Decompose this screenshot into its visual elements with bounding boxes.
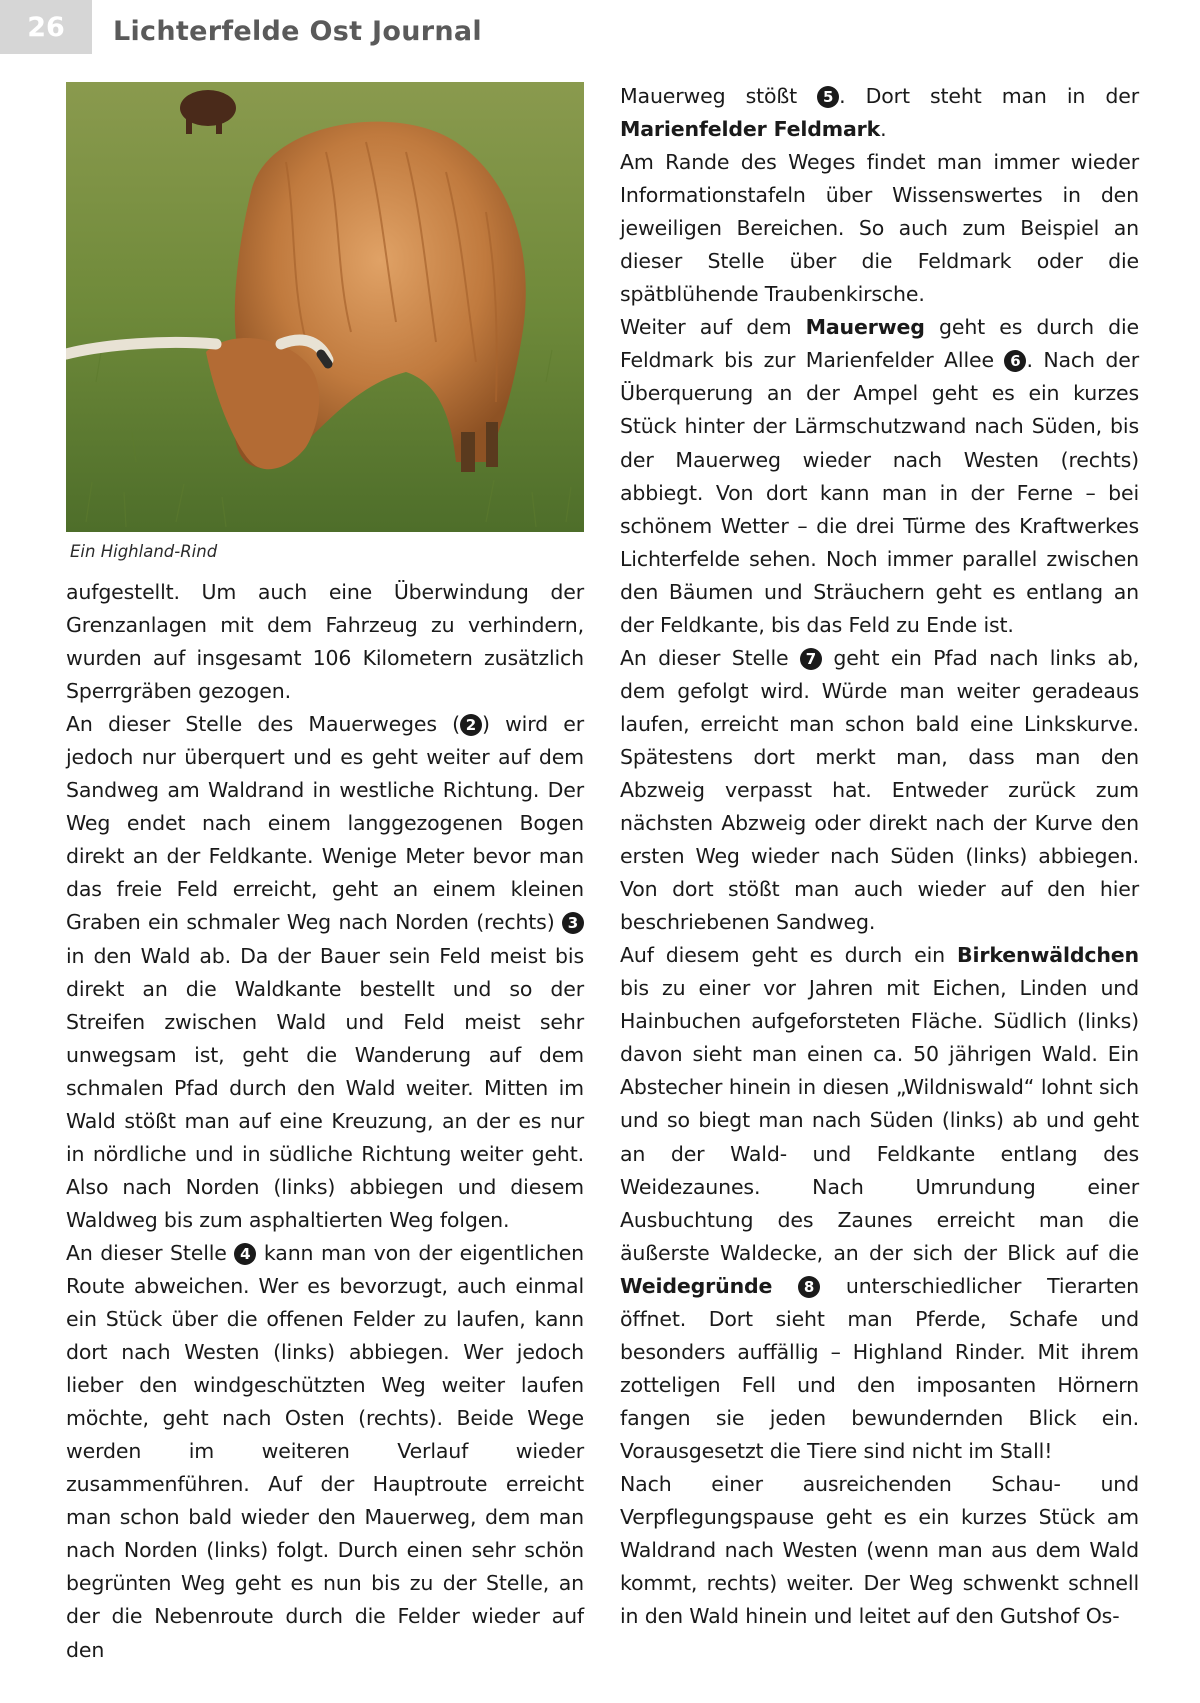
text: An dieser Stelle <box>620 645 800 670</box>
route-marker-2: 2 <box>460 714 482 736</box>
text: Weiter auf dem <box>620 315 806 340</box>
text: geht es durch die Feldmark bis zur Marienfelder Allee <box>620 315 1139 373</box>
paragraph <box>620 1468 1139 1633</box>
photo-caption: Ein Highland-Rind <box>70 542 218 561</box>
paragraph <box>620 80 1139 146</box>
paragraph <box>66 1237 584 1667</box>
paragraph <box>620 939 1139 1468</box>
text: Mauerweg stößt <box>620 84 818 108</box>
journal-title: Lichterfelde Ost Journal <box>113 16 482 47</box>
text: . <box>880 117 887 142</box>
route-marker-5: 5 <box>817 86 839 108</box>
text <box>772 1274 798 1298</box>
text: unterschiedlicher Tierarten öffnet. Dort sieht man Pferde, Schafe und besonders auffällig – Highland Rinder. Mit ihrem zotteligen Fell und den imposanten Hörnern fangen sie jeden bewundernden Blick ein. Vorausgesetzt die Tiere sind nicht im Stall! <box>620 1273 1139 1463</box>
highland-cattle-photo <box>66 82 584 532</box>
left-column <box>66 576 584 1667</box>
text: aufgestellt. Um auch eine Überwindung der Grenzanlagen mit dem Fahrzeug zu verhindern, wurden auf insgesamt 106 Kilometern zusätzlich Sperrgräben gezogen. <box>66 580 584 704</box>
text: An dieser Stelle <box>66 1240 235 1265</box>
bold-place-name: Birkenwäldchen <box>957 943 1139 968</box>
paragraph <box>66 708 584 1237</box>
right-column <box>620 80 1139 1633</box>
text: Auf diesem geht es durch ein <box>620 943 958 968</box>
text: kann man von der eigentlichen Route abweichen. Wer es bevorzugt, auch einmal ein Stück über die offenen Felder zu laufen, kann dort nach Westen (links) abbiegen. Wer jedoch lieber den windgeschützten Weg weiter laufen möchte, geht nach Osten (rechts). Beide Wege werden im weiteren Verlauf wieder zusammenführen. Auf der Hauptroute erreicht man schon bald wieder den Mauerweg, dem man nach Norden (links) folgt. Durch einen sehr schön begrünten Weg geht es nun bis zu der Stelle, an der die Nebenroute durch die Felder wieder auf den <box>66 1240 585 1662</box>
text: Am Rande des Weges findet man immer wieder Informationstafeln über Wissenswertes in den jeweiligen Bereichen. So auch zum Beispiel an dieser Stelle über die Feldmark oder die spätblühende Traubenkirsche. <box>620 150 1139 307</box>
route-marker-3: 3 <box>562 912 584 934</box>
bold-place-name: Marienfelder Feldmark <box>620 117 881 142</box>
bold-place-name: Weidegründe <box>620 1273 773 1298</box>
route-marker-6: 6 <box>1004 350 1026 372</box>
text: in den Wald ab. Da der Bauer sein Feld meist bis direkt an die Waldkante bestellt und so der Streifen zwischen Wald und Feld meist sehr unwegsam ist, geht die Wanderung auf dem schmalen Pfad durch den Wald weiter. Mitten im Wald stößt man auf eine Kreuzung, an der es nur in nördliche und in südliche Richtung weiter geht. Also nach Norden (links) abbiegen und diesem Waldweg bis zum asphaltierten Weg folgen. <box>66 943 584 1232</box>
paragraph <box>620 311 1139 641</box>
text: . Dort steht man in der <box>839 84 1139 108</box>
paragraph <box>620 642 1139 939</box>
text: . Nach der Überquerung an der Ampel geht es ein kurzes Stück hinter der Lärmschutzwand nach Süden, bis der Mauerweg wieder nach Westen (rechts) abbiegt. Von dort kann man in der Ferne – bei schönem Wetter – die drei Türme des Kraftwerkes Lichterfelde sehen. Noch immer parallel zwischen den Bäumen und Sträuchern geht es entlang an der Feldkante, bis das Feld zu Ende ist. <box>620 348 1139 637</box>
text: An dieser Stelle des Mauerweges ( <box>66 712 460 737</box>
paragraph <box>66 576 584 708</box>
route-marker-4: 4 <box>234 1243 256 1265</box>
highland-cattle-illustration <box>66 82 584 532</box>
text: ) wird er jedoch nur überquert und es geht weiter auf dem Sandweg am Waldrand in westliche Richtung. Der Weg endet nach einem langgezogenen Bogen direkt an der Feldkante. Wenige Meter bevor man das freie Feld erreicht, geht an einem kleinen Graben ein schmaler Weg nach Norden (rechts) <box>66 712 584 935</box>
text: Nach einer ausreichenden Schau- und Verpflegungspause geht es ein kurzes Stück am Waldrand nach Westen (wenn man aus dem Wald kommt, rechts) weiter. Der Weg schwenkt schnell in den Wald hinein und leitet auf den Gutshof Os- <box>620 1471 1139 1629</box>
text: geht ein Pfad nach links ab, dem gefolgt wird. Würde man weiter geradeaus laufen, erreicht man schon bald eine Linkskurve. Spätestens dort merkt man, dass man den Abzweig verpasst hat. Entweder zurück zum nächsten Abzweig oder direkt nach der Kurve den ersten Weg wieder nach Süden (links) abbiegen. Von dort stößt man auch wieder auf den hier beschriebenen Sandweg. <box>620 645 1139 935</box>
paragraph <box>620 146 1139 311</box>
text: bis zu einer vor Jahren mit Eichen, Linden und Hainbuchen aufgeforsteten Fläche. Südlich (links) davon sieht man einen ca. 50 jährigen Wald. Ein Abstecher hinein in diesen „Wildniswald“ lohnt sich und so biegt man nach Süden (links) ab und geht an der Wald- und Feldkante entlang des Weidezaunes. Nach Umrundung einer Ausbuchtung des Zaunes erreicht man die äußerste Waldecke, an der sich der Blick auf die <box>620 976 1139 1265</box>
page-number: 26 <box>0 0 92 54</box>
route-marker-8: 8 <box>798 1276 820 1298</box>
route-marker-7: 7 <box>800 648 822 670</box>
page-header <box>0 0 1200 60</box>
bold-place-name: Mauerweg <box>805 315 925 340</box>
